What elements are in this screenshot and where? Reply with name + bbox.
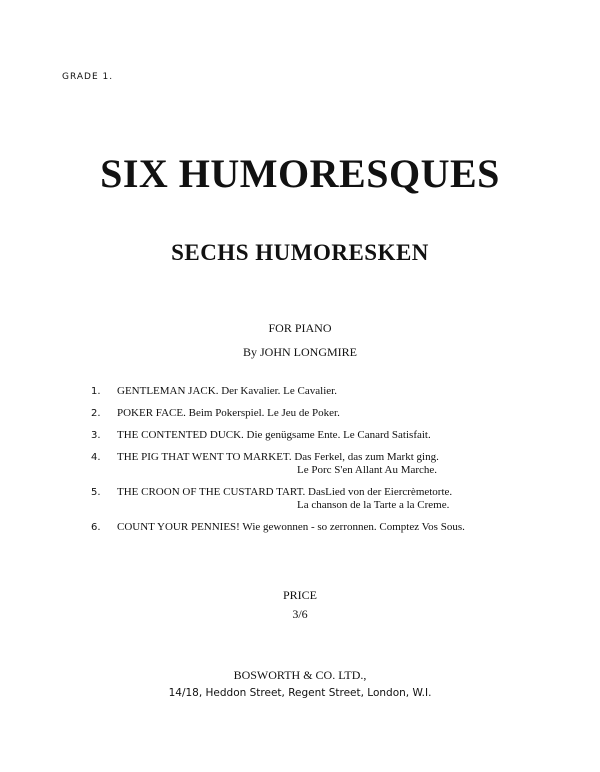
list-item: [0, 521, 600, 534]
item-number: 4.: [91, 452, 101, 463]
item-title-block: [117, 486, 452, 512]
item-title: THE PIG THAT WENT TO MARKET. Das Ferkel, das zum Markt ging.: [117, 451, 439, 463]
list-item: [0, 407, 600, 420]
contents-list: [0, 385, 600, 543]
item-title: COUNT YOUR PENNIES! Wie gewonnen - so zerronnen. Comptez Vos Sous.: [117, 521, 465, 533]
price-label: PRICE: [282, 588, 317, 602]
item-title-french: Le Porc S'en Allant Au Marche.: [297, 464, 438, 476]
publisher-address: 14/18, Heddon Street, Regent Street, London, W.I.: [168, 687, 432, 699]
item-title-block: [117, 451, 439, 477]
item-title: GENTLEMAN JACK. Der Kavalier. Le Cavalier.: [117, 385, 337, 397]
grade-label: GRADE 1.: [62, 72, 114, 82]
list-item: [0, 486, 600, 512]
item-title: THE CONTENTED DUCK. Die genügsame Ente. Le Canard Satisfait.: [117, 429, 431, 441]
item-title: THE CROON OF THE CUSTARD TART. DasLied von der Eiercrèmetorte.: [117, 486, 453, 498]
instrument-label: FOR PIANO: [268, 321, 332, 335]
list-item: [0, 451, 600, 477]
item-number: 3.: [91, 430, 101, 441]
item-number: 2.: [91, 408, 101, 419]
item-number: 6.: [91, 522, 101, 533]
publisher-name: BOSWORTH & CO. LTD.,: [233, 668, 367, 682]
composer-credit: By JOHN LONGMIRE: [243, 345, 357, 359]
price-value: 3/6: [292, 607, 308, 621]
main-title: SIX HUMORESQUES: [100, 151, 500, 196]
item-title: POKER FACE. Beim Pokerspiel. Le Jeu de Poker.: [117, 407, 340, 419]
item-title-french: La chanson de la Tarte a la Creme.: [297, 499, 450, 511]
item-number: 5.: [91, 487, 101, 498]
list-item: [0, 385, 600, 398]
list-item: [0, 429, 600, 442]
item-number: 1.: [91, 386, 101, 397]
german-subtitle: SECHS HUMORESKEN: [171, 240, 429, 265]
